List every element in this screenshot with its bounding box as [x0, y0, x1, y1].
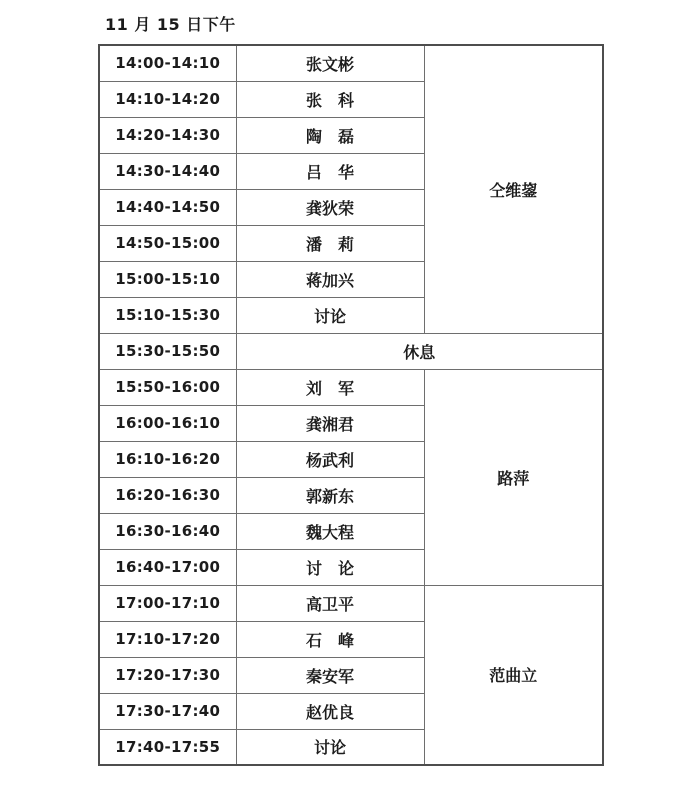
schedule-table-body [99, 45, 603, 765]
table-row [99, 333, 603, 369]
page-title: 11 月 15 日下午 [105, 15, 236, 34]
chair-cell: 路萍 [424, 369, 603, 585]
speaker-cell: 秦安军 [236, 657, 424, 693]
time-cell: 17:10-17:20 [99, 621, 236, 657]
time-cell: 15:10-15:30 [99, 297, 236, 333]
speaker-cell: 潘 莉 [236, 225, 424, 261]
speaker-cell: 刘 军 [236, 369, 424, 405]
time-cell: 15:30-15:50 [99, 333, 236, 369]
speaker-cell: 讨 论 [236, 549, 424, 585]
time-cell: 16:40-17:00 [99, 549, 236, 585]
time-cell: 16:00-16:10 [99, 405, 236, 441]
time-cell: 17:20-17:30 [99, 657, 236, 693]
table-row [99, 585, 603, 621]
chair-cell: 范曲立 [424, 585, 603, 765]
time-cell: 14:20-14:30 [99, 117, 236, 153]
time-cell: 16:30-16:40 [99, 513, 236, 549]
schedule-table [98, 44, 604, 766]
speaker-cell: 高卫平 [236, 585, 424, 621]
table-row [99, 45, 603, 81]
time-cell: 14:00-14:10 [99, 45, 236, 81]
time-cell: 14:10-14:20 [99, 81, 236, 117]
speaker-cell: 郭新东 [236, 477, 424, 513]
speaker-cell: 杨武利 [236, 441, 424, 477]
time-cell: 15:50-16:00 [99, 369, 236, 405]
speaker-cell: 魏大程 [236, 513, 424, 549]
time-cell: 17:00-17:10 [99, 585, 236, 621]
break-cell: 休息 [236, 333, 603, 369]
speaker-cell: 讨论 [236, 297, 424, 333]
chair-cell: 仝维鋆 [424, 45, 603, 333]
speaker-cell: 龚湘君 [236, 405, 424, 441]
speaker-cell: 吕 华 [236, 153, 424, 189]
time-cell: 15:00-15:10 [99, 261, 236, 297]
speaker-cell: 张文彬 [236, 45, 424, 81]
speaker-cell: 蒋加兴 [236, 261, 424, 297]
speaker-cell: 赵优良 [236, 693, 424, 729]
speaker-cell: 张 科 [236, 81, 424, 117]
table-row [99, 369, 603, 405]
speaker-cell: 讨论 [236, 729, 424, 765]
time-cell: 16:20-16:30 [99, 477, 236, 513]
time-cell: 17:30-17:40 [99, 693, 236, 729]
time-cell: 14:30-14:40 [99, 153, 236, 189]
time-cell: 14:50-15:00 [99, 225, 236, 261]
speaker-cell: 龚狄荣 [236, 189, 424, 225]
time-cell: 17:40-17:55 [99, 729, 236, 765]
speaker-cell: 陶 磊 [236, 117, 424, 153]
time-cell: 16:10-16:20 [99, 441, 236, 477]
time-cell: 14:40-14:50 [99, 189, 236, 225]
speaker-cell: 石 峰 [236, 621, 424, 657]
